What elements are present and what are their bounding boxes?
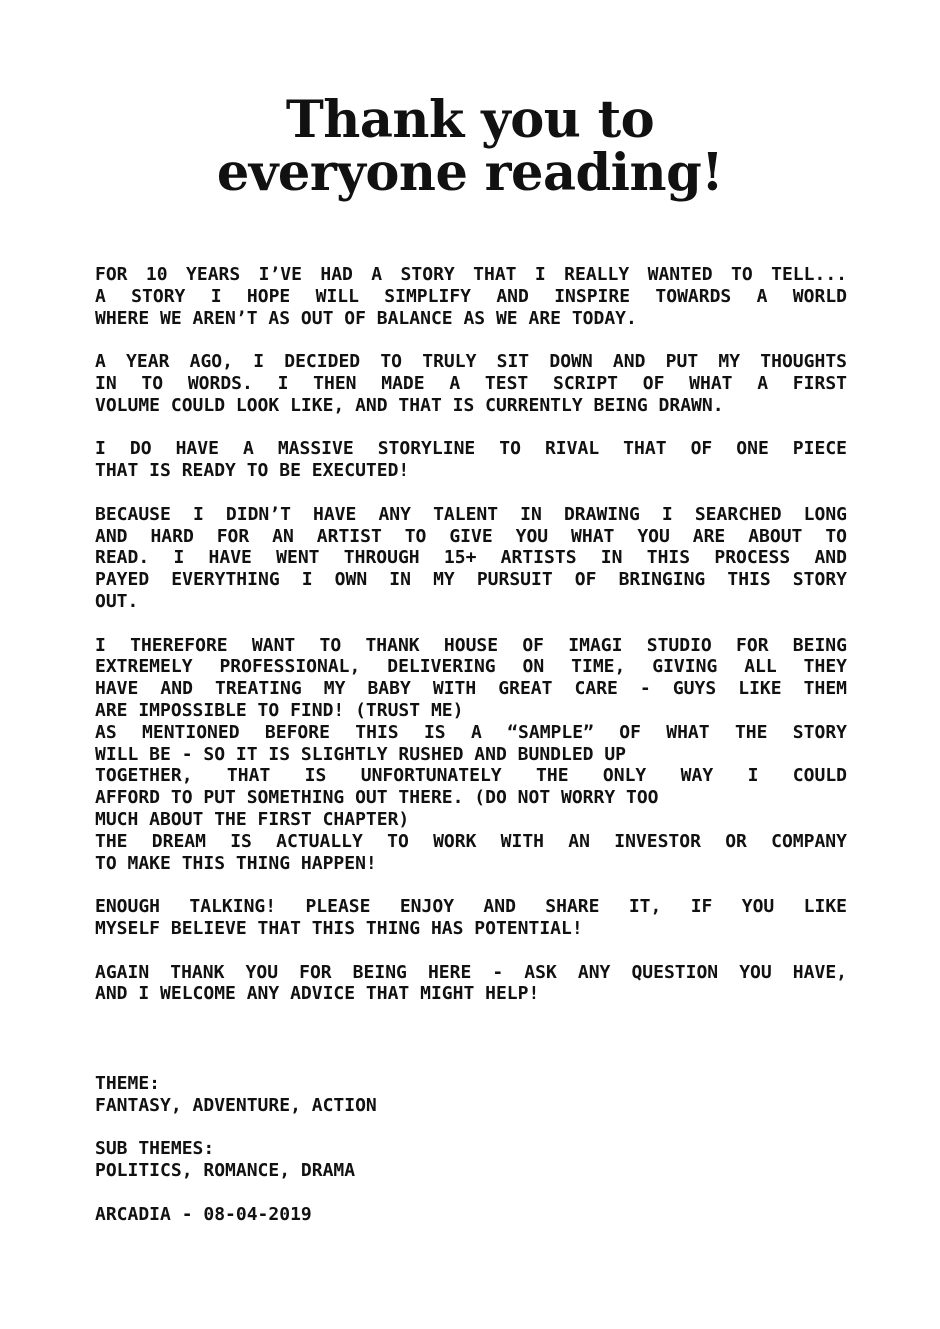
text-line: I DO HAVE A MASSIVE STORYLINE TO RIVAL THAT OF ONE PIECE (95, 438, 847, 460)
text-line: VOLUME COULD LOOK LIKE, AND THAT IS CURRENTLY BEING DRAWN. (95, 394, 724, 416)
paragraph (95, 504, 847, 613)
title-line-1: Thank you to (285, 90, 655, 150)
text-line: TOGETHER, THAT IS UNFORTUNATELY THE ONLY WAY I COULD (95, 765, 847, 787)
paragraph (95, 962, 847, 1006)
text-line: HAVE AND TREATING MY BABY WITH GREAT CARE - GUYS LIKE THEM (95, 678, 847, 700)
theme-block (95, 1073, 695, 1117)
text-line: AFFORD TO PUT SOMETHING OUT THERE. (DO NOT WORRY TOO (95, 787, 659, 809)
paragraph (95, 351, 847, 416)
text-line: AND HARD FOR AN ARTIST TO GIVE YOU WHAT YOU ARE ABOUT TO (95, 525, 847, 547)
page-title (0, 90, 940, 203)
paragraph (95, 635, 847, 875)
sub-themes-block (95, 1138, 695, 1182)
paragraph (95, 896, 847, 940)
story-meta (95, 1073, 695, 1247)
text-line: I THEREFORE WANT TO THANK HOUSE OF IMAGI STUDIO FOR BEING (95, 634, 847, 656)
text-line: WHERE WE AREN’T AS OUT OF BALANCE AS WE ARE TODAY. (95, 307, 637, 329)
title-line-2: everyone reading! (216, 143, 724, 203)
paragraph (95, 264, 847, 329)
text-line: AND I WELCOME ANY ADVICE THAT MIGHT HELP! (95, 983, 540, 1005)
text-line: EXTREMELY PROFESSIONAL, DELIVERING ON TIME, GIVING ALL THEY (95, 656, 847, 678)
text-line: AGAIN THANK YOU FOR BEING HERE - ASK ANY QUESTION YOU HAVE, (95, 961, 847, 983)
text-line: WILL BE - SO IT IS SLIGHTLY RUSHED AND BUNDLED UP (95, 743, 627, 765)
text-line: A YEAR AGO, I DECIDED TO TRULY SIT DOWN AND PUT MY THOUGHTS (95, 351, 847, 373)
text-line: THE DREAM IS ACTUALLY TO WORK WITH AN INVESTOR OR COMPANY (95, 830, 847, 852)
sub-themes-value: POLITICS, ROMANCE, DRAMA (95, 1160, 356, 1182)
text-line: FOR 10 YEARS I’VE HAD A STORY THAT I REALLY WANTED TO TELL... (95, 264, 847, 285)
text-line: THAT IS READY TO BE EXECUTED! (95, 460, 410, 482)
letter-body (95, 264, 847, 1027)
text-line: TO MAKE THIS THING HAPPEN! (95, 852, 377, 874)
signature: ARCADIA - 08-04-2019 (95, 1203, 312, 1225)
text-line: READ. I HAVE WENT THROUGH 15+ ARTISTS IN THIS PROCESS AND (95, 547, 847, 569)
text-line: A STORY I HOPE WILL SIMPLIFY AND INSPIRE TOWARDS A WORLD (95, 285, 847, 307)
text-line: IN TO WORDS. I THEN MADE A TEST SCRIPT OF WHAT A FIRST (95, 372, 847, 394)
text-line: BECAUSE I DIDN’T HAVE ANY TALENT IN DRAWING I SEARCHED LONG (95, 503, 847, 525)
text-line: PAYED EVERYTHING I OWN IN MY PURSUIT OF BRINGING THIS STORY (95, 569, 847, 591)
text-line: MYSELF BELIEVE THAT THIS THING HAS POTENTIAL! (95, 917, 583, 939)
text-line: OUT. (95, 590, 139, 612)
theme-value: FANTASY, ADVENTURE, ACTION (95, 1094, 377, 1116)
sub-themes-label: SUB THEMES: (95, 1138, 215, 1160)
signature-block (95, 1204, 695, 1226)
paragraph (95, 438, 847, 482)
text-line: ENOUGH TALKING! PLEASE ENJOY AND SHARE IT, IF YOU LIKE (95, 896, 847, 918)
theme-label: THEME: (95, 1073, 161, 1094)
text-line: ARE IMPOSSIBLE TO FIND! (TRUST ME) (95, 699, 464, 721)
text-line: AS MENTIONED BEFORE THIS IS A “SAMPLE” OF WHAT THE STORY (95, 721, 847, 743)
text-line: MUCH ABOUT THE FIRST CHAPTER) (95, 808, 410, 830)
